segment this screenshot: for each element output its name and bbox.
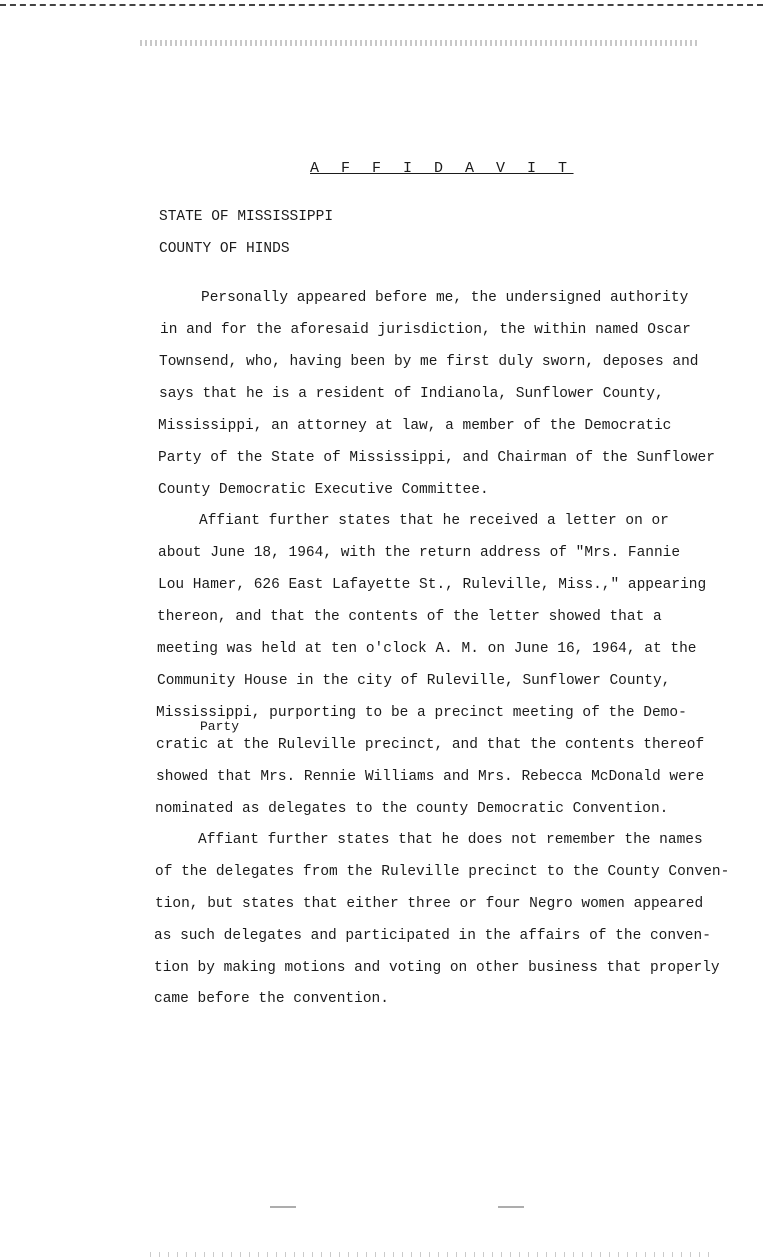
body-line: meeting was held at ten o'clock A. M. on June 16, 1964, at the	[157, 641, 697, 657]
body-line: tion by making motions and voting on other business that properly	[154, 960, 720, 976]
body-line: Mississippi, purporting to be a precinct meeting of the Demo-	[156, 705, 687, 721]
body-line: Personally appeared before me, the undersigned authority	[201, 290, 689, 306]
state-heading: STATE OF MISSISSIPPI	[159, 209, 334, 225]
body-line: cratic at the Ruleville precinct, and that the contents thereof	[156, 737, 705, 753]
body-line: tion, but states that either three or four Negro women appeared	[155, 896, 704, 912]
scan-mark	[270, 1206, 296, 1208]
bottom-scan-noise	[150, 1252, 710, 1257]
body-line: Affiant further states that he does not remember the names	[198, 832, 703, 848]
body-line: about June 18, 1964, with the return address of "Mrs. Fannie	[158, 545, 681, 561]
handwritten-insert: Party	[200, 719, 240, 734]
body-line: Townsend, who, having been by me first duly sworn, deposes and	[159, 354, 699, 370]
scan-mark	[498, 1206, 524, 1208]
body-line: came before the convention.	[154, 991, 389, 1007]
body-line: nominated as delegates to the county Democratic Convention.	[155, 801, 669, 817]
body-line: showed that Mrs. Rennie Williams and Mrs. Rebecca McDonald were	[156, 769, 705, 785]
body-line: Lou Hamer, 626 East Lafayette St., Ruleville, Miss.," appearing	[158, 577, 707, 593]
body-line: County Democratic Executive Committee.	[158, 482, 489, 498]
body-line: Affiant further states that he received a letter on or	[199, 513, 669, 529]
body-line: Community House in the city of Ruleville, Sunflower County,	[157, 673, 671, 689]
county-heading: COUNTY OF HINDS	[159, 241, 290, 257]
body-line: Mississippi, an attorney at law, a member of the Democratic	[158, 418, 672, 434]
document-title: A F F I D A V I T	[310, 160, 574, 177]
body-line: Party of the State of Mississippi, and Chairman of the Sunflower	[158, 450, 715, 466]
body-line: thereon, and that the contents of the letter showed that a	[157, 609, 662, 625]
body-line: in and for the aforesaid jurisdiction, the within named Oscar	[160, 322, 691, 338]
body-line: says that he is a resident of Indianola, Sunflower County,	[159, 386, 664, 402]
body-line: of the delegates from the Ruleville precinct to the County Conven-	[155, 864, 730, 880]
top-scan-noise	[140, 40, 700, 46]
body-line: as such delegates and participated in the affairs of the conven-	[154, 928, 711, 944]
top-edge-border	[0, 4, 763, 6]
